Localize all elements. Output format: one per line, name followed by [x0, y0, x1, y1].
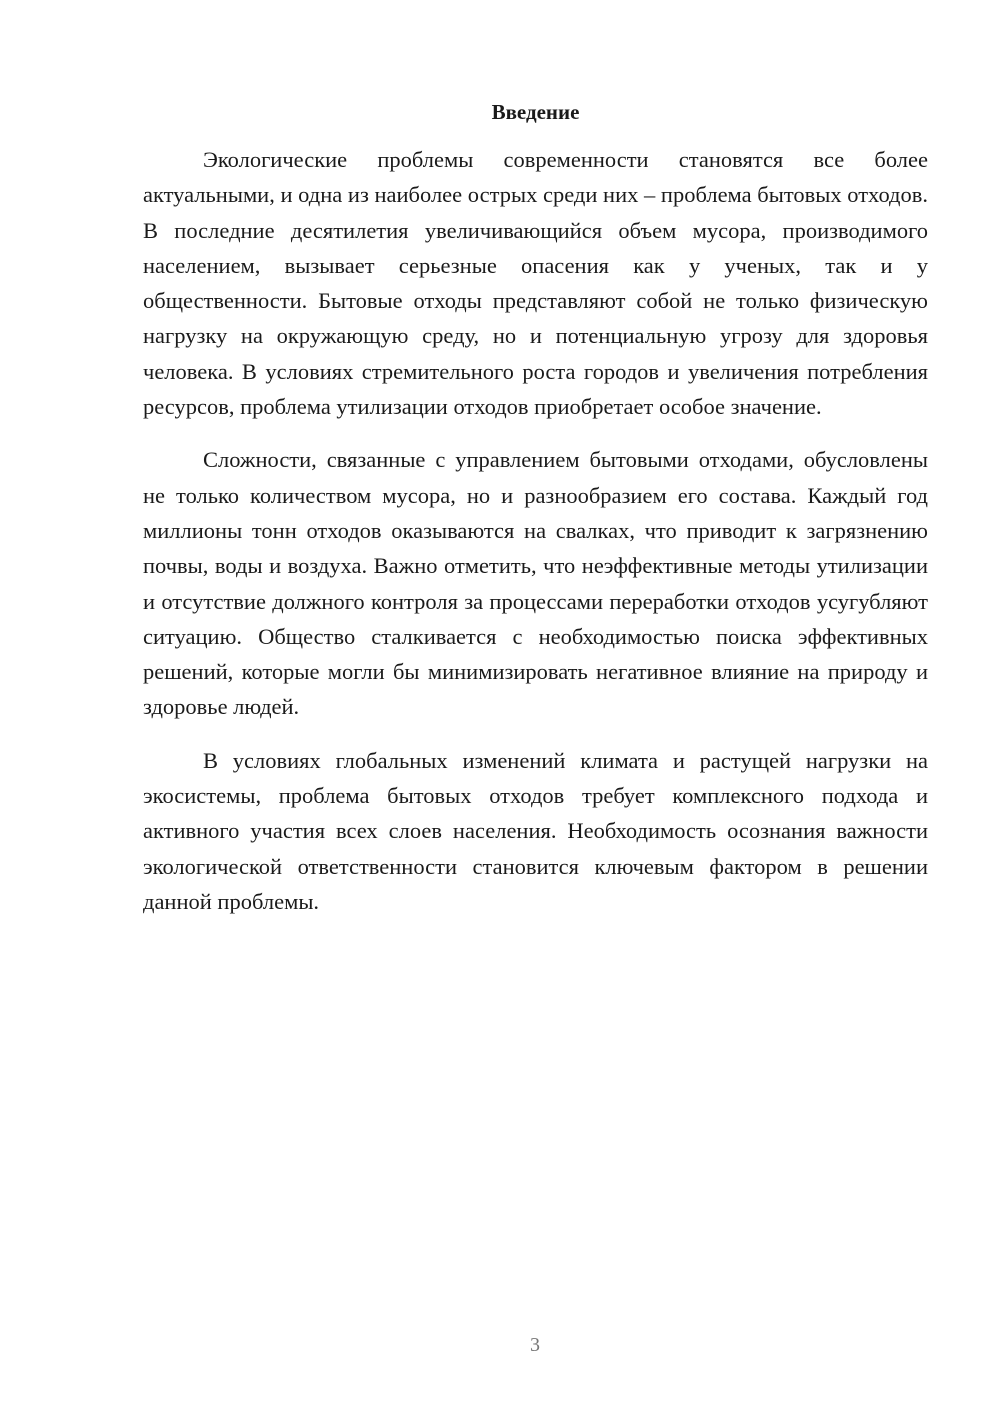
- page-number: 3: [530, 1334, 540, 1356]
- paragraph-1: Экологические проблемы современности становятся все более актуальными, и одна из наиболее острых среди них – проблема бытовых отходов. В последние десятилетия увеличивающийся объем мусора, производимого населением, вызывает серьезные опасения как у ученых, так и у общественности. Бытовые отходы представляют собой не только физическую нагрузку на окружающую среду, но и потенциальную угрозу для здоровья человека. В условиях стремительного роста городов и увеличения потребления ресурсов, проблема утилизации отходов приобретает особое значение.: [143, 147, 928, 420]
- document-body: [143, 142, 928, 937]
- paragraph-2: Сложности, связанные с управлением бытовыми отходами, обусловлены не только количеством мусора, но и разнообразием его состава. Каждый год миллионы тонн отходов оказываются на свалках, что приводит к загрязнению почвы, воды и воздуха. Важно отметить, что неэффективные методы утилизации и отсутствие должного контроля за процессами переработки отходов усугубляют ситуацию. Общество сталкивается с необходимостью поиска эффективных решений, которые могли бы минимизировать негативное влияние на природу и здоровье людей.: [143, 447, 928, 720]
- paragraph-3: В условиях глобальных изменений климата и растущей нагрузки на экосистемы, проблема бытовых отходов требует комплексного подхода и активного участия всех слоев населения. Необходимость осознания важности экологической ответственности становится ключевым фактором в решении данной проблемы.: [143, 747, 928, 914]
- section-heading: Введение: [491, 100, 580, 124]
